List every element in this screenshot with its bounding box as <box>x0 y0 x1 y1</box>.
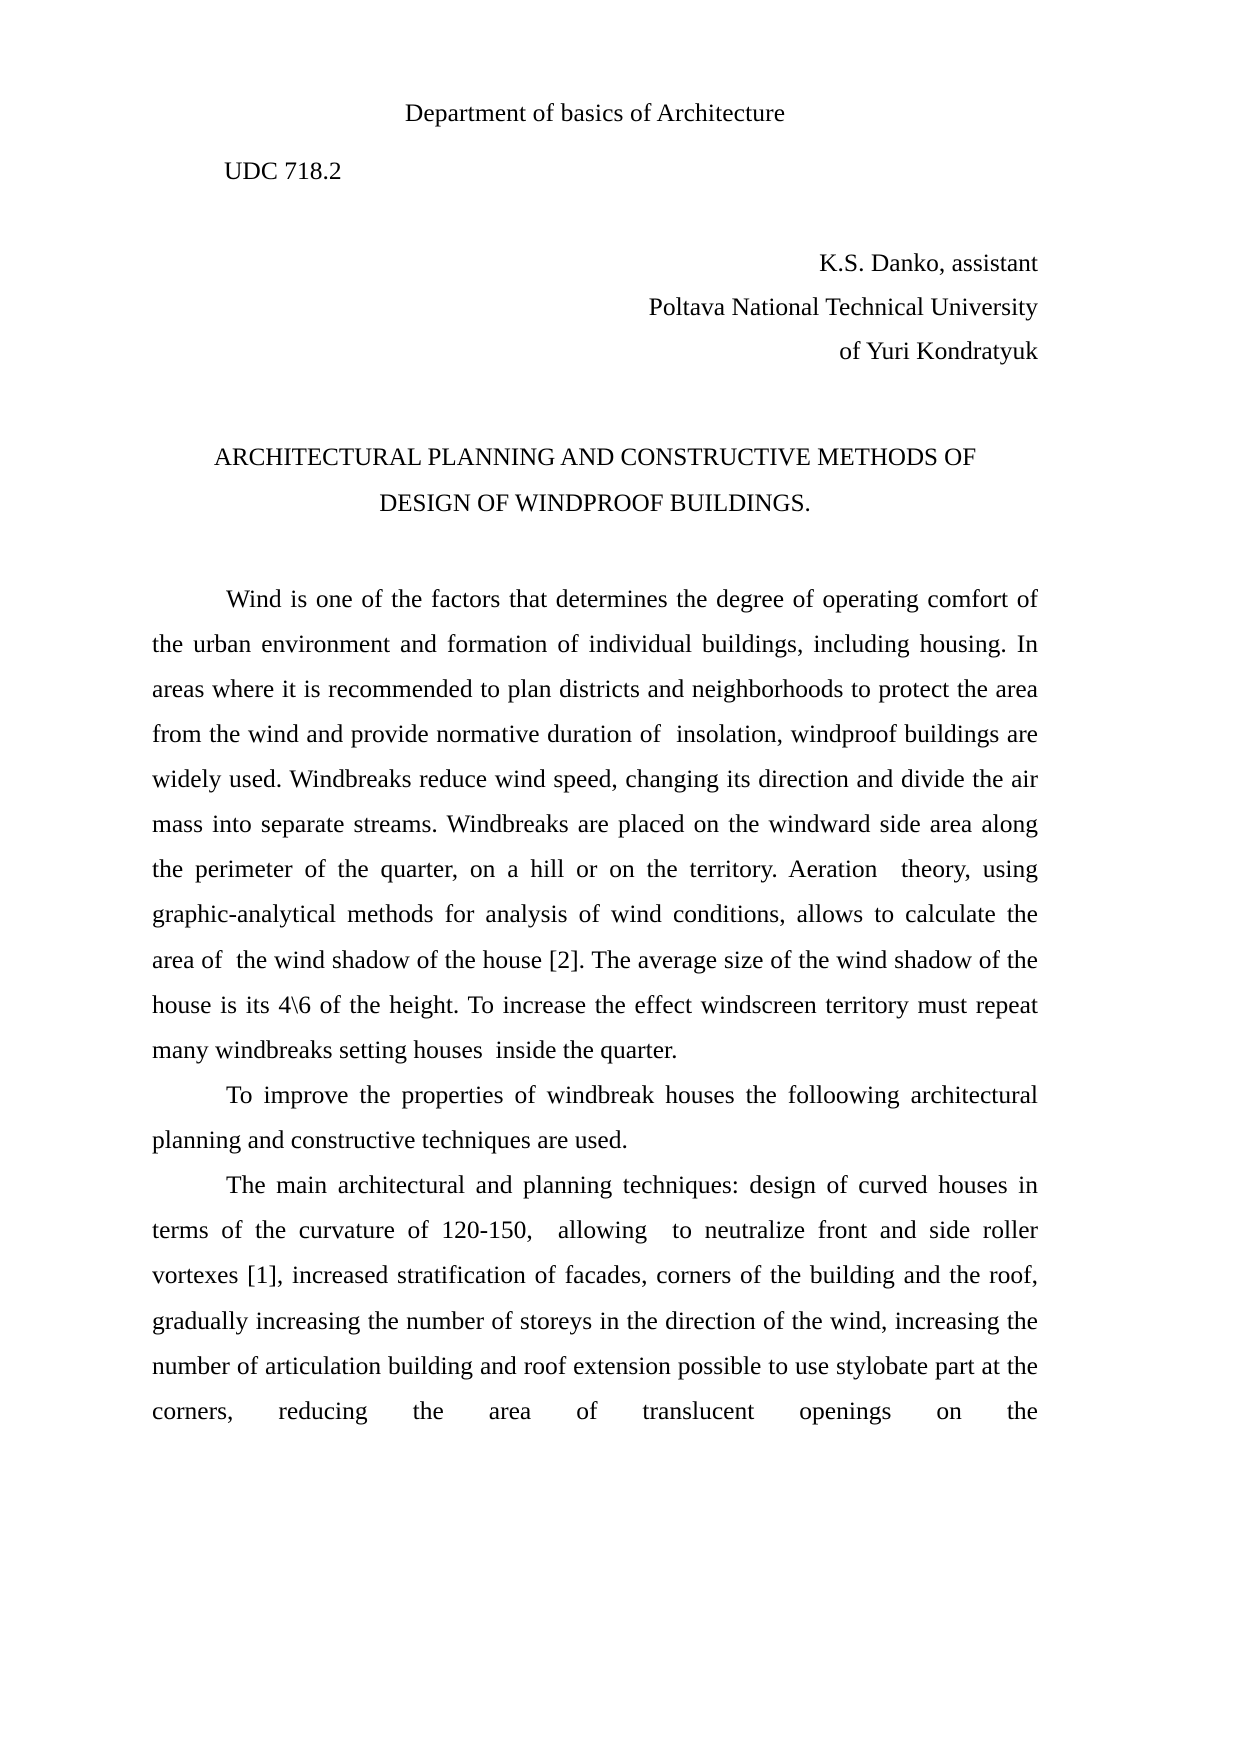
author-name: K.S. Danko, assistant <box>819 248 1038 277</box>
title-line-1: ARCHITECTURAL PLANNING AND CONSTRUCTIVE METHODS OF <box>213 443 977 471</box>
page-content <box>152 98 1045 1478</box>
page-title <box>152 435 1038 528</box>
paragraph-1: Wind is one of the factors that determines the degree of operating comfort of the urban environment and formation of individual buildings, including housing. In areas where it is recommended to plan districts and neighborhoods to protect the area from the wind and provide normative duration of insolation, windproof buildings are widely used. Windbreaks reduce wind speed, changing its direction and divide the air mass into separate streams. Windbreaks are placed on the windward side area along the perimeter of the quarter, on a hill or on the territory. Aeration theory, using graphic-analytical methods for analysis of wind conditions, allows to calculate the area of the wind shadow of the house [2]. The average size of the wind shadow of the house is its 4\6 of the height. To increase the effect windscreen territory must repeat many windbreaks setting houses inside the quarter. <box>152 583 1045 1064</box>
paragraph-3: The main architectural and planning techniques: design of curved houses in terms of the curvature of 120-150, allowing to neutralize front and side roller vortexes [1], increased stratification of facades, corners of the building and the roof, gradually increasing the number of storeys in the direction of the wind, increasing the number of articulation building and roof extension possible to use stylobate part at the corners, reducing the area of translucent openings on the <box>152 1170 1045 1425</box>
udc-code: UDC 718.2 <box>224 155 342 185</box>
body-text <box>152 576 1045 1479</box>
author-affiliation-line-2: of Yuri Kondratyuk <box>839 335 1038 365</box>
author-block <box>152 241 1038 373</box>
paragraph-2: To improve the properties of windbreak houses the folloowing architectural planning and constructive techniques are used. <box>152 1079 1045 1155</box>
title-line-2: DESIGN OF WINDPROOF BUILDINGS. <box>379 490 811 518</box>
author-affiliation-line-1: Poltava National Technical University <box>648 291 1038 321</box>
department-heading: Department of basics of Architecture <box>404 98 786 127</box>
